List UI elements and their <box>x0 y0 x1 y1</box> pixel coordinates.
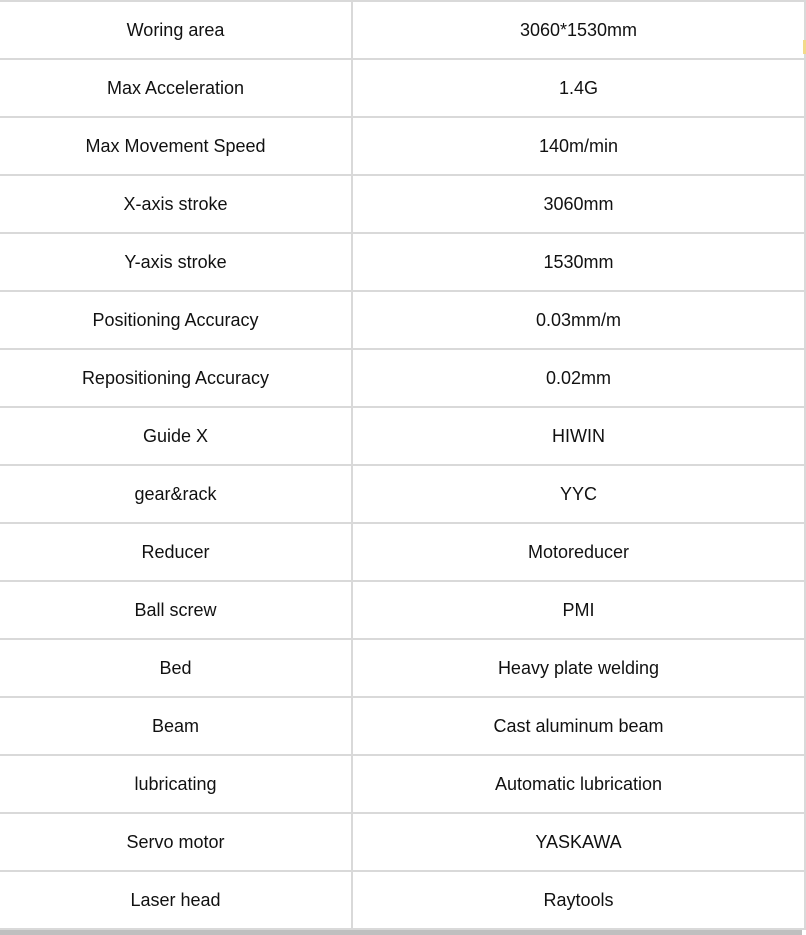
value-cell: 0.03mm/m <box>352 291 805 349</box>
value-cell: HIWIN <box>352 407 805 465</box>
table-row <box>0 871 805 929</box>
parameter-cell: lubricating <box>0 755 352 813</box>
table-row <box>0 175 805 233</box>
table-row <box>0 755 805 813</box>
parameter-cell: Repositioning Accuracy <box>0 349 352 407</box>
table-row <box>0 117 805 175</box>
parameter-cell: Servo motor <box>0 813 352 871</box>
parameter-cell: Bed <box>0 639 352 697</box>
table-row <box>0 697 805 755</box>
table-row <box>0 349 805 407</box>
value-cell: 140m/min <box>352 117 805 175</box>
parameter-cell: Max Acceleration <box>0 59 352 117</box>
value-cell: Automatic lubrication <box>352 755 805 813</box>
value-cell: Cast aluminum beam <box>352 697 805 755</box>
value-cell: 3060*1530mm <box>352 1 805 59</box>
table-row <box>0 291 805 349</box>
value-cell: YASKAWA <box>352 813 805 871</box>
value-cell: Raytools <box>352 871 805 929</box>
parameter-cell: Max Movement Speed <box>0 117 352 175</box>
parameter-cell: Reducer <box>0 523 352 581</box>
parameter-cell: Guide X <box>0 407 352 465</box>
table-row <box>0 465 805 523</box>
parameter-cell: Beam <box>0 697 352 755</box>
parameter-cell: Positioning Accuracy <box>0 291 352 349</box>
parameter-cell: X-axis stroke <box>0 175 352 233</box>
value-cell: YYC <box>352 465 805 523</box>
value-cell: 1.4G <box>352 59 805 117</box>
parameter-cell: Laser head <box>0 871 352 929</box>
table-row <box>0 233 805 291</box>
value-cell: 1530mm <box>352 233 805 291</box>
bottom-divider <box>0 930 802 935</box>
table-row <box>0 59 805 117</box>
parameter-cell: Y-axis stroke <box>0 233 352 291</box>
table-row <box>0 639 805 697</box>
table-row <box>0 813 805 871</box>
parameter-cell: Ball screw <box>0 581 352 639</box>
value-cell: Heavy plate welding <box>352 639 805 697</box>
value-cell: Motoreducer <box>352 523 805 581</box>
table-row <box>0 1 805 59</box>
value-cell: PMI <box>352 581 805 639</box>
parameter-cell: Woring area <box>0 1 352 59</box>
specification-table-body <box>0 1 805 929</box>
table-row <box>0 581 805 639</box>
table-row <box>0 407 805 465</box>
parameter-cell: gear&rack <box>0 465 352 523</box>
table-row <box>0 523 805 581</box>
value-cell: 0.02mm <box>352 349 805 407</box>
value-cell: 3060mm <box>352 175 805 233</box>
